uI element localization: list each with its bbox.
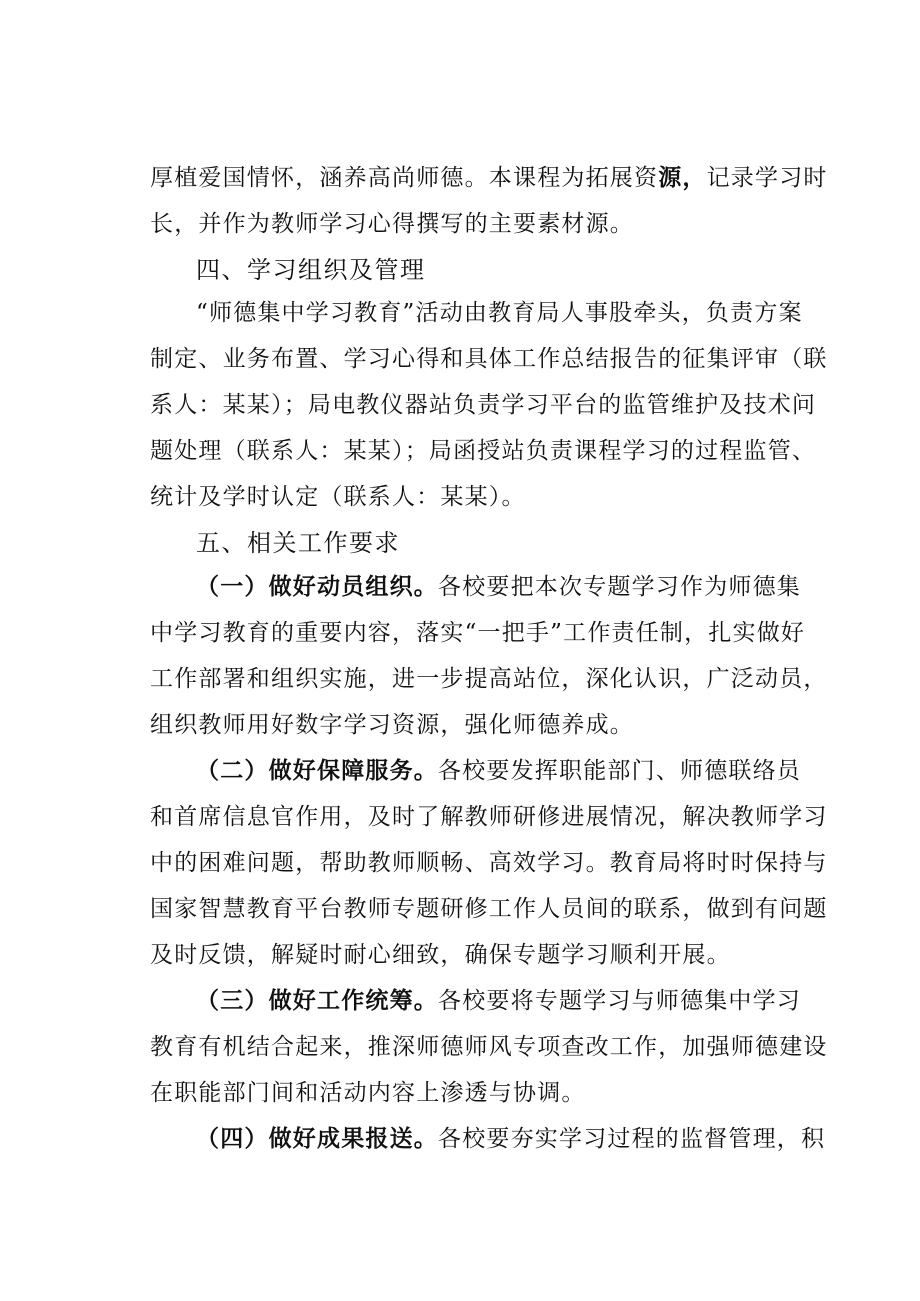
paragraph-line	[150, 163, 828, 193]
paragraph-line	[196, 756, 800, 786]
paragraph-line: “师德集中学习教育”活动由教育局人事股牵头，负责方案	[196, 300, 803, 326]
paragraph-line: 长，并作为教师学习心得撰写的主要素材源。	[150, 211, 634, 237]
paragraph-line: 统计及学时认定（联系人：某某）。	[150, 484, 526, 510]
paragraph-line: 在职能部门间和活动内容上渗透与协调。	[150, 1080, 586, 1106]
paragraph-line: 中的困难问题，帮助教师顺畅、高效学习。教育局将时时保持与	[150, 850, 828, 876]
paragraph-line: 工作部署和组织实施，进一步提高站位，深化认识，广泛动员，	[150, 666, 828, 692]
paragraph-line: 中学习教育的重要内容，落实“一把手”工作责任制，扎实做好	[150, 620, 806, 646]
paragraph-line	[196, 572, 800, 602]
item-title: （四）做好成果报送。	[196, 1125, 438, 1152]
paragraph-line: 及时反馈，解疑时耐心细致，确保专题学习顺利开展。	[150, 942, 731, 968]
paragraph-line: 组织教师用好数字学习资源，强化师德养成。	[150, 712, 634, 738]
text-run: 各校要发挥职能部门、师德联络员	[438, 758, 801, 784]
paragraph-line: 制定、业务布置、学习心得和具体工作总结报告的征集评审（联	[150, 346, 828, 372]
text-run: 各校要夯实学习过程的监督管理，积	[438, 1126, 826, 1152]
paragraph-line: 和首席信息官作用，及时了解教师研修进展情况，解决教师学习	[150, 804, 828, 830]
paragraph-line: 系人：某某）；局电教仪器站负责学习平台的监管维护及技术问	[150, 392, 817, 418]
section-heading: 四、学习组织及管理	[196, 256, 426, 284]
item-title: （一）做好动员组织。	[196, 573, 438, 600]
paragraph-line: 教育有机结合起来，推深师德师风专项查改工作，加强师德建设	[150, 1034, 828, 1060]
item-title: （二）做好保障服务。	[196, 757, 438, 784]
text-run: 各校要将专题学习与师德集中学习	[438, 988, 801, 1014]
paragraph-line: 题处理（联系人：某某）；局函授站负责课程学习的过程监管、	[150, 438, 817, 464]
text-run: 各校要把本次专题学习作为师德集	[438, 574, 801, 600]
paragraph-line	[196, 986, 800, 1016]
bold-text-run: 源，	[658, 164, 707, 191]
paragraph-line: 国家智慧教育平台教师专题研修工作人员间的联系，做到有问题	[150, 896, 828, 922]
item-title: （三）做好工作统筹。	[196, 987, 438, 1014]
section-heading: 五、相关工作要求	[196, 529, 400, 557]
paragraph-line	[196, 1124, 826, 1154]
text-run: 厚植爱国情怀，涵养高尚师德。本课程为拓展资	[150, 165, 659, 191]
text-run: 记录学习时	[706, 165, 828, 191]
